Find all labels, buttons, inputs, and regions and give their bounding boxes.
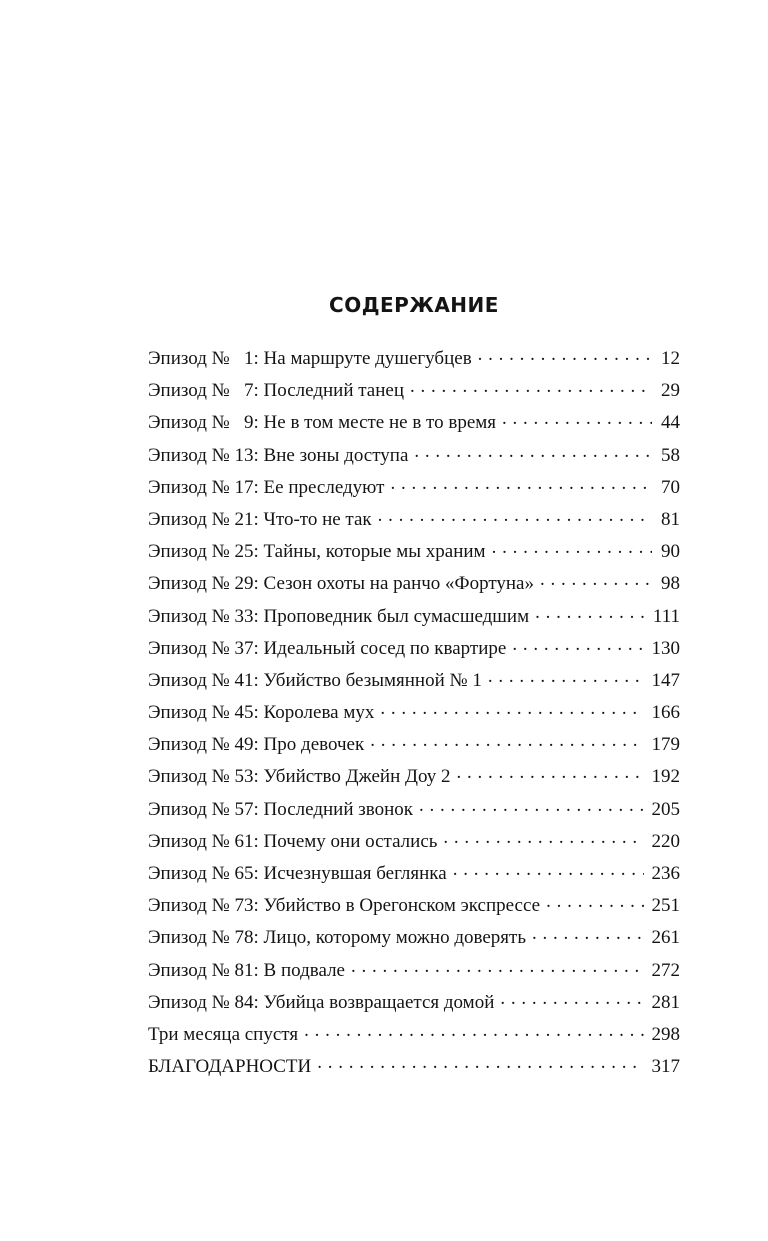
dot-leader [502,409,652,428]
dot-leader [304,1021,643,1040]
toc-entry-label: Эпизод № 41: Убийство безымянной № 1 [148,669,482,691]
toc-entry-label: Эпизод № 29: Сезон охоты на ранчо «Фортуна» [148,573,534,595]
toc-entry-label: Эпизод № 17: Ее преследуют [148,476,385,498]
dot-leader [512,635,643,654]
toc-entry-label: Эпизод № 37: Идеальный сосед по квартире [148,637,507,659]
dot-leader [492,538,652,557]
toc-entry-page: 317 [651,1056,680,1078]
toc-entry-label: Эпизод № 53: Убийство Джейн Доу 2 [148,766,451,788]
toc-entry [148,440,680,472]
toc-entry [148,407,680,439]
toc-entry [148,987,680,1019]
toc-entry-page: 58 [661,444,680,466]
toc-entry-page: 90 [661,541,680,563]
toc-entry [148,729,680,761]
toc-entry-label: Эпизод № 21: Что-то не так [148,508,372,530]
toc-entry-label: Эпизод № 13: Вне зоны доступа [148,444,409,466]
toc-entry [148,343,680,375]
dot-leader [410,377,652,396]
toc-entry-label: Эпизод № 7: Последний танец [148,380,404,402]
toc-entry-page: 220 [651,830,680,852]
toc-entry [148,601,680,633]
toc-entry-label: Эпизод № 78: Лицо, которому можно доверять [148,927,527,949]
toc-entry-page: 272 [651,959,680,981]
dot-leader [532,924,643,943]
toc-entry-page: 166 [651,702,680,724]
toc-entry [148,697,680,729]
toc-entry [148,761,680,793]
dot-leader [456,763,643,782]
dot-leader [535,603,645,622]
toc-entry [148,472,680,504]
toc-entry-page: 130 [651,637,680,659]
toc-entry-label: Эпизод № 84: Убийца возвращается домой [148,991,495,1013]
toc-entry-label: Эпизод № 81: В подвале [148,959,345,981]
dot-leader [478,345,652,364]
toc-entry-label: Эпизод № 61: Почему они остались [148,830,438,852]
toc-entry-page: 298 [651,1023,680,1045]
toc-entry-label: БЛАГОДАРНОСТИ [148,1056,312,1078]
toc-entry-label: Эпизод № 65: Исчезнувшая беглянка [148,863,447,884]
toc-entry-page: 12 [661,348,680,369]
dot-leader [378,506,652,525]
toc-entry-page: 192 [651,766,680,788]
toc-entry [148,1051,680,1083]
dot-leader [370,731,643,750]
toc-entry-page: 236 [651,863,680,884]
toc-entry [148,1019,680,1051]
toc-entry [148,665,680,697]
dot-leader [500,989,643,1008]
toc-entry-label: Эпизод № 73: Убийство в Орегонском экспрессе [148,895,541,917]
toc-entry [148,794,680,826]
toc-entry-page: 147 [651,669,680,691]
dot-leader [540,570,652,589]
toc-title: СОДЕРЖАНИЕ [329,293,499,317]
toc-entry-page: 98 [661,573,680,595]
toc-entry-label: Три месяца спустя [148,1023,299,1045]
dot-leader [380,699,643,718]
toc-entry-page: 261 [651,927,680,949]
toc-entry-page: 205 [651,798,680,820]
toc-list [148,343,680,1083]
toc-entry-label: Эпизод № 49: Про девочек [148,734,365,756]
toc-entry [148,375,680,407]
toc-entry [148,504,680,536]
toc-entry [148,633,680,665]
toc-entry-label: Эпизод № 25: Тайны, которые мы храним [148,541,486,563]
toc-entry [148,858,680,890]
dot-leader [414,442,652,461]
toc-entry-page: 179 [651,734,680,756]
toc-entry-label: Эпизод № 9: Не в том месте не в то время [148,412,497,434]
toc-entry [148,568,680,600]
toc-entry [148,922,680,954]
toc-entry-label: Эпизод № 1: На маршруте душегубцев [148,348,472,369]
toc-entry-page: 251 [651,895,680,917]
toc-entry [148,955,680,987]
toc-entry-page: 111 [652,605,680,627]
dot-leader [453,860,644,879]
toc-entry-page: 70 [661,476,680,498]
dot-leader [546,892,643,911]
dot-leader [488,667,644,686]
toc-entry-page: 44 [661,412,680,434]
dot-leader [390,474,652,493]
dot-leader [317,1053,643,1072]
dot-leader [443,828,643,847]
dot-leader [419,796,643,815]
toc-entry-label: Эпизод № 33: Проповедник был сумасшедшим [148,605,530,627]
toc-entry-page: 281 [651,991,680,1013]
toc-entry-label: Эпизод № 45: Королева мух [148,702,375,724]
toc-entry [148,890,680,922]
dot-leader [351,957,644,976]
toc-entry-page: 81 [661,508,680,530]
toc-entry-label: Эпизод № 57: Последний звонок [148,798,414,820]
toc-entry [148,536,680,568]
toc-entry [148,826,680,858]
toc-entry-page: 29 [661,380,680,402]
